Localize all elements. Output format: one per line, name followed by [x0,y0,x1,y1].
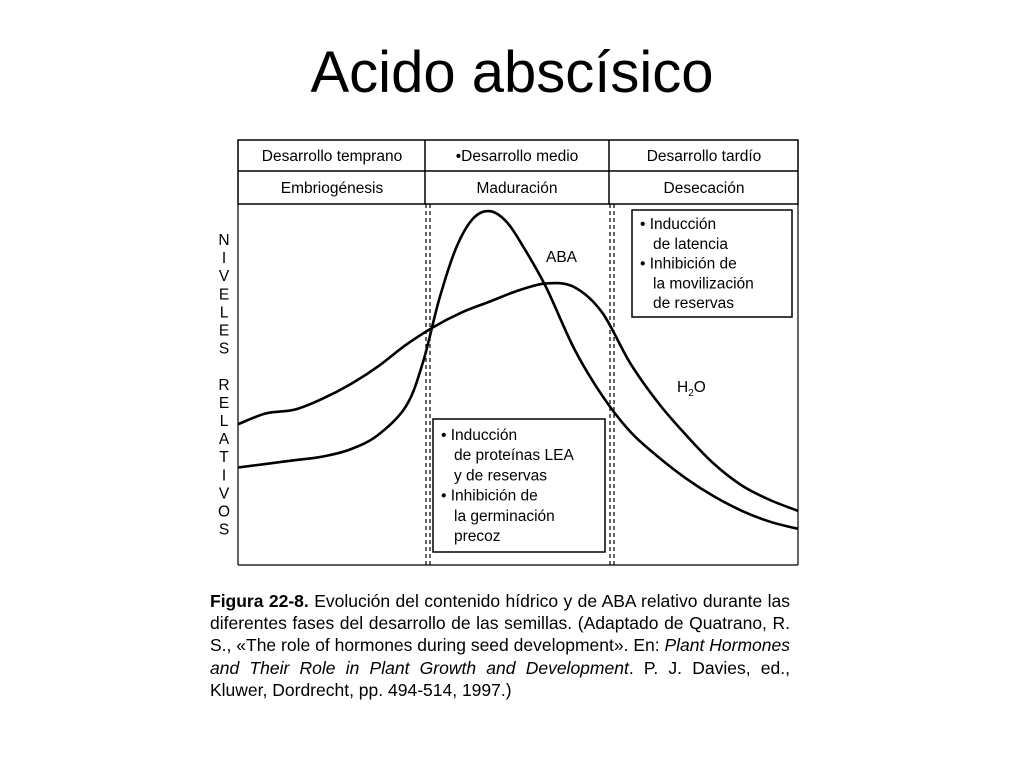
y-axis-letter: S [218,521,230,539]
y-axis-letter: N [218,232,230,249]
y-axis-letter: V [218,268,230,286]
caption-text-2: . P. J. Davies, ed., Kluwer, Dordrecht, pp. 494-514, 1997.) [210,657,790,700]
y-axis-letter: I [221,467,227,485]
figure-caption [210,590,790,701]
y-axis-letter: I [221,250,227,268]
phase-label-mid: •Desarrollo medio [455,148,579,165]
subphase-embryogenesis: Embriogénesis [280,180,384,197]
y-axis-letter: O [217,503,231,521]
box-text-line: • Inhibición de [441,487,538,505]
y-axis-letter: V [218,485,230,503]
phase-label-late: Desarrollo tardío [646,148,762,165]
y-axis-letter: E [218,322,230,340]
phase-label-early: Desarrollo temprano [261,148,403,165]
box-text-line: de proteínas LEA [454,447,574,465]
series-label-h2o: $H_2O$ [677,379,706,399]
y-axis-letter: L [219,304,229,322]
y-axis-letter: R [218,376,230,394]
subphase-desiccation: Desecación [663,180,745,197]
caption-text-1: Evolución del contenido hídrico y de ABA relativo durante las diferentes fases del desarrollo de las semillas. (Adaptado de Quatrano, R. S., «The role of hormones during seed development». En: [210,591,790,656]
box-text-line: de reservas [653,295,734,313]
y-axis-letter: T [219,449,229,467]
box-text-line: la movilización [653,275,754,293]
y-axis-letter: E [218,286,230,304]
series-label-aba: ABA [546,249,578,266]
box-text-line: precoz [454,528,501,545]
box-text-line: de latencia [653,235,728,253]
y-axis-letter: S [218,340,230,358]
box-text-line: • Inducción [640,216,717,233]
y-axis-letter: L [219,413,229,430]
box-text-line: • Inducción [441,427,518,444]
caption-figure-label: Figura 22-8. [210,591,309,611]
caption-book-title: Plant Hormones and Their Role in Plant Growth and Development [210,635,790,678]
slide-title: Acido abscísico [310,40,714,105]
box-text-line: y de reservas [454,467,548,485]
box-text-line: la germinación [454,507,555,525]
y-axis-letter: A [218,431,230,449]
subphase-maturation: Maduración [476,180,558,197]
box-text-line: • Inhibición de [640,255,737,273]
y-axis-letter: E [218,394,230,412]
y-axis-label [218,232,230,539]
